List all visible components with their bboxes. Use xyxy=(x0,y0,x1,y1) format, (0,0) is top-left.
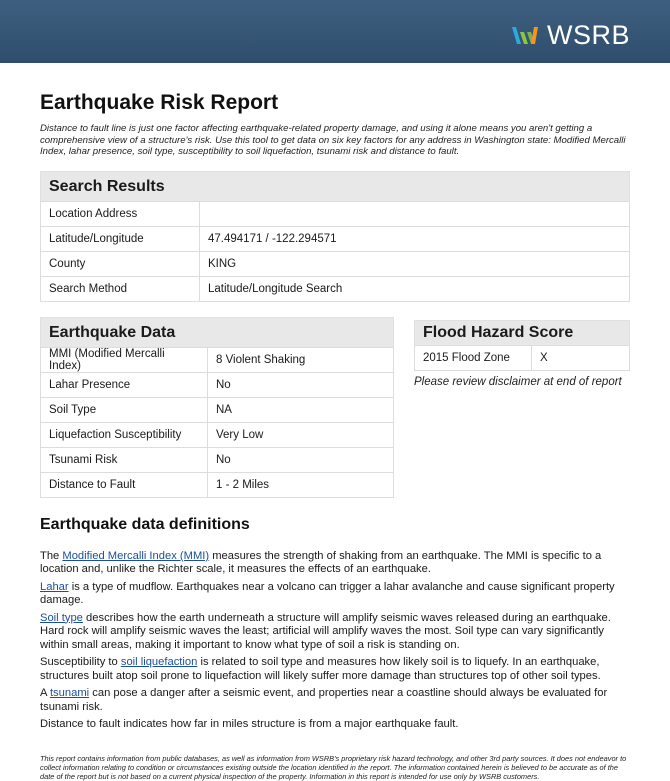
footer-disclaimer: This report contains information from public databases, as well as information from WSRB's proprietary risk hazard technology, and other 3rd party sources. It does not endeavor to collect information relating to condition or circumstances existing outside the location identified in the report. The information contained herein is believed to be accurate as of the date of the report but is not based on a current physical inspection of the property. Information in this report is intended for use only by WSRB customers. xyxy=(40,753,627,781)
report-body xyxy=(0,91,670,781)
definition-text: measures the strength of shaking from an earthquake. The MMI is specific to a location and, unlike the Richter scale, it measures the effects of an earthquake. xyxy=(40,549,602,575)
table-row xyxy=(41,347,394,372)
cell-label: Location Address xyxy=(41,201,200,226)
flood-hazard-table xyxy=(414,345,630,371)
definition-text: is related to soil type and measures how likely soil is to liquefy. In an earthquake, structures built atop soil prone to liquefaction will likely suffer more damage than structures top of other soil types. xyxy=(40,656,601,682)
definition-text: can pose a danger after a seismic event, and properties near a coastline should always be evaluated for tsunami risk. xyxy=(40,687,608,713)
logo-text: WSRB xyxy=(547,19,630,50)
cell-value: No xyxy=(208,447,394,472)
definition-mmi xyxy=(40,550,630,577)
cell-value: NA xyxy=(208,397,394,422)
wsrb-logo[interactable] xyxy=(511,20,630,50)
definition-text: describes how the earth underneath a structure will amplify seismic waves released during an earthquake. Hard rock will amplify seismic waves the least; artificial will amplify waves the most. Soil type can vary significantly within small areas, making it important to know what type of soil a risk is standing on. xyxy=(40,611,611,651)
definition-text: Susceptibility to xyxy=(40,656,121,668)
table-row xyxy=(41,472,394,497)
cell-value: 1 - 2 Miles xyxy=(208,472,394,497)
earthquake-data-table xyxy=(40,347,394,498)
search-results-table xyxy=(40,201,630,302)
definition-text: The xyxy=(40,549,63,562)
cell-label: Soil Type xyxy=(41,397,208,422)
header-bar xyxy=(0,0,670,63)
cell-label: Tsunami Risk xyxy=(41,447,208,472)
lahar-link[interactable]: Lahar xyxy=(40,580,69,593)
search-results-title: Search Results xyxy=(40,171,630,201)
table-row xyxy=(41,447,394,472)
definition-lahar xyxy=(40,581,630,608)
intro-text: Distance to fault line is just one factor affecting earthquake-related property damage, and using it alone means you aren't getting a comprehensive view of a structure's risk. Use this tool to get data on six key factors for any address in Washington state: Modified Mercalli Index, lahar presence, soil type, susceptibility to soil liquefaction, tsunami risk and distance to fault. xyxy=(40,123,626,157)
cell-label: Search Method xyxy=(41,276,200,301)
flood-hazard-panel xyxy=(414,320,630,498)
cell-label: Latitude/Longitude xyxy=(41,226,200,251)
cell-label: Distance to Fault xyxy=(41,472,208,497)
table-row xyxy=(41,226,630,251)
cell-label: MMI (Modified Mercalli Index) xyxy=(41,347,208,372)
mmi-link[interactable]: Modified Mercalli Index (MMI) xyxy=(62,549,210,562)
earthquake-data-panel xyxy=(40,317,394,498)
definitions-title: Earthquake data definitions xyxy=(40,515,250,533)
cell-value: KING xyxy=(200,251,630,276)
soil-type-link[interactable]: Soil type xyxy=(40,611,83,624)
table-row xyxy=(41,422,394,447)
table-row xyxy=(41,276,630,301)
cell-value: Latitude/Longitude Search xyxy=(200,276,630,301)
table-row xyxy=(41,201,630,226)
tsunami-link[interactable]: tsunami xyxy=(49,687,90,699)
cell-value: Very Low xyxy=(208,422,394,447)
earthquake-data-title: Earthquake Data xyxy=(40,317,394,347)
cell-value: 8 Violent Shaking xyxy=(208,347,394,372)
definition-text: is a type of mudflow. Earthquakes near a volcano can trigger a lahar avalanche and cause significant property damage. xyxy=(40,580,615,606)
cell-value: 47.494171 / -122.294571 xyxy=(200,226,630,251)
flood-hazard-title: Flood Hazard Score xyxy=(414,320,630,345)
cell-value: X xyxy=(532,345,630,370)
definition-distance-to-fault: Distance to fault indicates how far in miles structure is from a major earthquake fault. xyxy=(40,718,459,730)
table-row xyxy=(41,372,394,397)
definition-soil-type xyxy=(40,612,630,653)
cell-label: Lahar Presence xyxy=(41,372,208,397)
cell-value xyxy=(200,201,630,226)
definition-text: A xyxy=(40,687,50,699)
table-row xyxy=(41,397,394,422)
cell-label: Liquefaction Susceptibility xyxy=(41,422,208,447)
soil-liquefaction-link[interactable]: soil liquefaction xyxy=(120,656,198,668)
cell-value: No xyxy=(208,372,394,397)
wsrb-logo-icon xyxy=(511,24,541,46)
search-results-panel xyxy=(40,171,630,302)
cell-label: County xyxy=(41,251,200,276)
disclaimer-note: Please review disclaimer at end of report xyxy=(414,375,622,388)
table-row xyxy=(41,251,630,276)
page-title: Earthquake Risk Report xyxy=(40,91,279,114)
table-row xyxy=(415,345,630,370)
definition-tsunami xyxy=(40,687,630,714)
data-row xyxy=(40,317,630,498)
definition-liquefaction xyxy=(40,656,630,683)
cell-label: 2015 Flood Zone xyxy=(415,345,532,370)
